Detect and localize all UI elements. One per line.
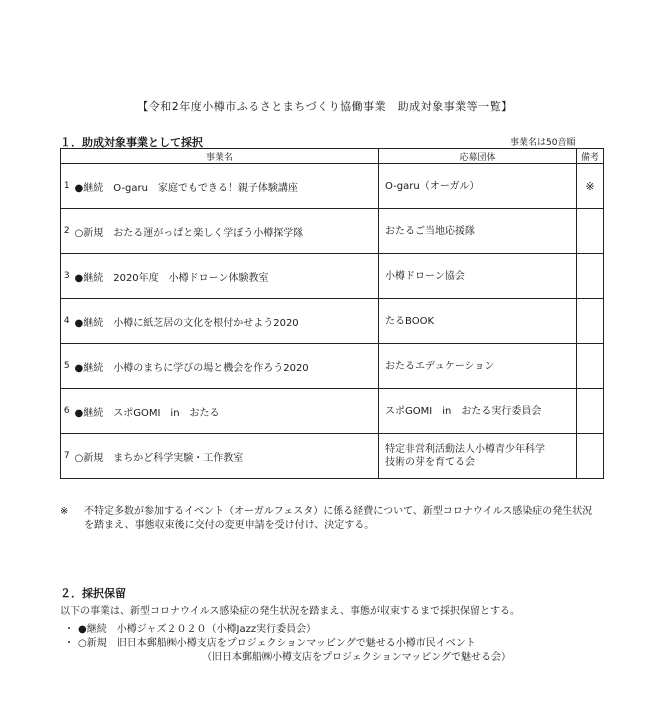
remark — [577, 389, 604, 434]
grant-table — [60, 148, 604, 479]
table-row — [61, 254, 604, 299]
project-name: ●継続 小樽に紙芝居の文化を根付かせよう2020 — [73, 299, 379, 344]
sort-note: 事業名は50音順 — [510, 138, 576, 148]
table-row — [61, 434, 604, 479]
row-number: 4 — [61, 299, 73, 344]
project-name: ●継続 2020年度 小樽ドローン体験教室 — [73, 254, 379, 299]
applicant-org-line: O-garu（オーガル） — [385, 180, 480, 192]
table-row — [61, 344, 604, 389]
list-item — [60, 623, 620, 637]
table-row — [61, 209, 604, 254]
note-mark: ※ — [60, 506, 69, 517]
applicant-org-line: 技術の芽を育てる会 — [385, 457, 476, 468]
applicant-org-line: おたるご当地応援隊 — [385, 225, 476, 237]
remark — [577, 299, 604, 344]
row-number: 1 — [61, 164, 73, 209]
applicant-org — [379, 299, 577, 344]
header-remark: 備考 — [577, 149, 604, 164]
pending-item-sub: （旧日本郵船㈱小樽支店をプロジェクションマッピングで魅せる会） — [202, 652, 511, 663]
remark — [577, 434, 604, 479]
remark: ※ — [577, 164, 604, 209]
applicant-org — [379, 389, 577, 434]
applicant-org — [379, 434, 577, 479]
row-number: 2 — [61, 209, 73, 254]
note — [60, 505, 600, 533]
pending-list — [60, 623, 620, 665]
applicant-org-line: スポGOMI in おたる実行委員会 — [385, 405, 542, 417]
remark — [577, 254, 604, 299]
project-name: ●継続 小樽のまちに学びの場と機会を作ろう2020 — [73, 344, 379, 389]
project-name: ○新規 おたる運がっぱと楽しく学ぼう小樽探学隊 — [73, 209, 379, 254]
row-number: 3 — [61, 254, 73, 299]
table-row — [61, 164, 604, 209]
project-name: ●継続 スポGOMI in おたる — [73, 389, 379, 434]
applicant-org — [379, 254, 577, 299]
applicant-org-line: おたるエデュケーション — [385, 360, 495, 372]
list-bullet: ・ — [64, 638, 74, 649]
header-org: 応募団体 — [379, 149, 577, 164]
table-row — [61, 389, 604, 434]
note-text: 不特定多数が参加するイベント（オーガルフェスタ）に係る経費について、新型コロナウイルス感染症の発生状況を踏まえ、事態収束後に交付の変更申請を受け付け、決定する。 — [84, 506, 593, 531]
table-header-row — [61, 149, 604, 164]
pending-item-text: ●継続 小樽ジャズ２０２０（小樽Jazz実行委員会） — [78, 624, 317, 635]
row-number: 6 — [61, 389, 73, 434]
table-row — [61, 299, 604, 344]
list-bullet: ・ — [64, 624, 74, 635]
remark — [577, 344, 604, 389]
header-name: 事業名 — [61, 149, 379, 164]
applicant-org-line: 特定非営利活動法人小樽青少年科学 — [385, 444, 546, 455]
section1-heading: １．助成対象事業として採択 — [60, 136, 203, 149]
applicant-org — [379, 344, 577, 389]
section2-heading: ２．採択保留 — [60, 587, 126, 600]
list-item — [60, 637, 620, 665]
remark — [577, 209, 604, 254]
section2-description: 以下の事業は、新型コロナウイルス感染症の発生状況を踏まえ、事態が収束するまで採択保留とする。 — [60, 606, 520, 617]
project-name: ●継続 O-garu 家庭でもできる！親子体験講座 — [73, 164, 379, 209]
project-name: ○新規 まちかど科学実験・工作教室 — [73, 434, 379, 479]
page-title: 【令和2年度小樽市ふるさとまちづくり協働事業 助成対象事業等一覧】 — [137, 100, 513, 113]
applicant-org-line: 小樽ドローン協会 — [385, 270, 465, 282]
row-number: 7 — [61, 434, 73, 479]
pending-item-text: ○新規 旧日本郵船㈱小樽支店をプロジェクションマッピングで魅せる小樽市民イベント — [78, 638, 476, 649]
row-number: 5 — [61, 344, 73, 389]
applicant-org — [379, 209, 577, 254]
applicant-org — [379, 164, 577, 209]
applicant-org-line: たるBOOK — [385, 315, 434, 327]
